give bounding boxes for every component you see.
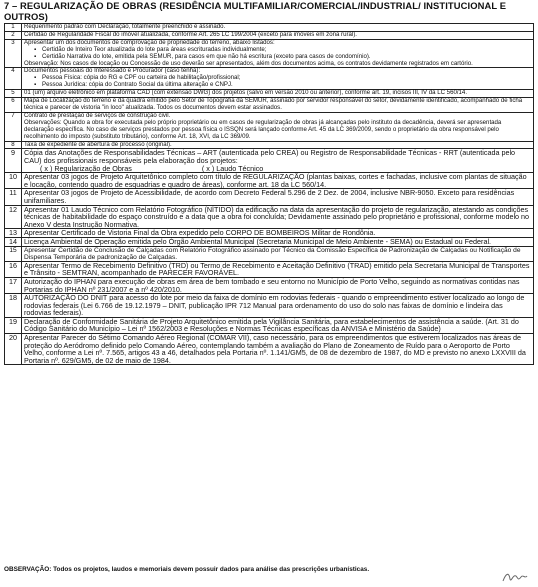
item-number: 6 [5,98,22,113]
table-row [5,317,534,333]
table-row [5,112,534,141]
requirements-table [4,23,534,365]
table-row [5,277,534,293]
page-title: 7 – REGULARIZAÇÃO DE OBRAS (RESIDÊNCIA MULTIFAMILIAR/COMERCIAL/INDUSTRIAL/ INSTITUCIONAL E OUTROS) [4,0,507,22]
table-row [5,246,534,261]
item-line: Apresentar Certificado de Vistoria Final da Obra expedido pelo CORPO DE BOMBEIROS Militar de Rondônia. [24,228,376,238]
item-number: 7 [5,112,22,141]
item-text [22,261,534,277]
item-line: Apresentar 03 jogos de Projeto de Acessibilidade, de acordo com Decreto Federal 5.296 de 2 Dez. de 2004, inclusive NBR-9050. Exceto para residências unifamiliares. [24,188,515,205]
item-line: 01 (um) arquivo eletrônico em plataforma CAD (com extensão DWG) dos projetos (salvo em versão 2010 ou anterior), conforme art. 19, incisos III, IV da LC 560/14. [24,89,468,97]
item-line: Documentos pessoais do Interessado e Procurador (caso tenha): [24,67,201,75]
item-text [22,205,534,229]
item-line: Requerimento padrão com Declaração, totalmente preenchido e assinado. [24,23,226,30]
item-text [22,98,534,113]
item-text [22,149,534,173]
table-row [5,237,534,246]
item-line: Autorização do IPHAN para execução de obras em área de bem tombado e seu entorno no Município de Porto Velho, seguindo as normativas contidas nas Portarias do IPHAN nº 231/2007 e a nº 420/2010. [24,276,520,294]
table-row [5,68,534,90]
checkbox-option: ( x ) Laudo Técnico [201,163,264,173]
item-number: 9 [5,149,22,173]
item-bullet: ▪ Certidão de Inteiro Teor atualizada do lote para áreas escrituradas individualmente; [24,47,531,54]
item-number: 13 [5,229,22,238]
item-line: Contrato de prestação de serviços de construção civil. [24,111,171,119]
item-text [22,189,534,205]
item-text [22,294,534,318]
signature-mark [500,570,530,584]
table-row [5,173,534,189]
item-number: 14 [5,237,22,246]
item-number: 15 [5,246,22,261]
item-number: 11 [5,189,22,205]
item-line: Apresentar Termo de Recebimento Definitivo (TRD) ou Termo de Recebimento e Aceitação Definitivo (TRAD) emitido pela Secretaria Municipal de Transportes e Trânsito - SEMTRAN, acompanhado de PARECER FAVORÁVEL. [24,260,530,278]
item-number: 3 [5,39,22,68]
item-number: 10 [5,173,22,189]
table-row [5,334,534,365]
item-text [22,334,534,365]
item-line: Certidão de Regularidade Fiscal do imóvel atualizada, conforme Art. 265 LC 199/2004 (exceto para imóveis em zona rural). [24,30,357,38]
item-line: Licença Ambiental de Operação emitida pelo Órgão Ambiental Municipal (Secretaria Municipal de Meio Ambiente - SEMA) ou Estadual ou Federal. [24,236,492,246]
footer-note: OBSERVAÇÃO: Todos os projetos, laudos e memoriais devem possuir dados para análise das prescrições urbanísticas. [4,566,370,573]
item-line: Cópia das Anotações de Responsabilidades Técnicas – ART (autenticada pelo CREA) ou Registro de Responsabilidade Técnicas - RRT (autenticada pelo CAU) dos profissionais responsáveis pela elaboração dos projetos: [24,148,516,165]
item-text [22,39,534,68]
item-line: Observações: Quando a obra for executada pelo próprio proprietário ou em casos de regularização de obras já alcançadas pelo instituto da decadência, deverá ser apresentada declaração específica. No caso de serviços prestados por pessoa física o ISSQN será lançado conforme Art. 45 da LC 369/2009, sendo o proprietário da obra responsável pelo recolhimento do imposto (substituto tributário), conforme Art. 18, XVI, da LC 369/09. [24,118,502,140]
item-text [22,246,534,261]
item-text [22,173,534,189]
item-line: Apresentar 03 jogos de Projeto Arquitetônico completo com título de REGULARIZAÇÃO (plantas baixas, cortes e fachadas, inclusive com plantas de situação e locação, contendo quadro de esquadrias e quadro de áreas), conforme art. 18 da LC 560/14. [24,172,527,189]
checkbox-option: ( x ) Regularização de Obras [40,163,132,173]
item-text [22,317,534,333]
item-bullet: ▪ Pessoa Física: cópia do RG e CPF ou carteira de habilitação/profissional; [24,75,531,82]
table-row [5,294,534,318]
checkbox-group [24,165,531,173]
item-number: 8 [5,141,22,149]
requirements-rows [5,24,534,365]
item-number: 4 [5,68,22,90]
item-number: 12 [5,205,22,229]
item-note: Observação: Nos casos de locação ou Concessão de uso deverão ser apresentados, além dos documentos acima, os contratos devidamente registrados em cartório. [24,59,473,67]
item-line: Apresentar Parecer do Sétimo Comando Aéreo Regional (COMAR VII), caso necessário, para os empreendimentos que estiverem localizados nas áreas de proteção do Aeródromo definido pelo Comando Aéreo, contemplando também a avaliação do Plano de Zoneamento de Ruído para o Aeroporto de Porto Velho, conforme a Lei nº. 7.565, artigos 43 a 46, detalhados pela Portaria nº. 1.141/GM5, de 08 de dezembro de 1987, do MD e previsto no anexo LXXVIII da Portaria nº. 629/GM5, de 02 de maio de 1984. [24,333,526,365]
table-row [5,189,534,205]
table-row [5,149,534,173]
item-number: 2 [5,31,22,39]
table-row [5,39,534,68]
item-bullet: ▪ Certidão Narrativa do lote, emitida pela SEMUR, para casos em que não há escritura (exceto para casos de condomínio). [24,54,531,61]
item-line: Apresentar 01 Laudo Técnico com Relatório Fotográfico (NÍTIDO) da edificação na data da apresentação do projeto de regularização, atestando as condições técnicas de habitabilidade do espaço construído e a data que a obra foi concluída; Devidamente assinado pelo proprietário e profissional, conforme modelo no Anexo V desta Instrução Normativa. [24,204,530,229]
item-number: 17 [5,277,22,293]
item-bullet: ▪ Pessoa Jurídica: cópia do Contrato Social da última alteração e CNPJ. [24,82,531,89]
table-row [5,205,534,229]
table-row [5,98,534,113]
item-text [22,237,534,246]
item-line: Taxa de expediente de abertura de processo (original). [24,140,172,148]
item-text [22,112,534,141]
item-line: AUTORIZAÇÃO DO DNIT para acesso do lote por meio da faixa de domínio em rodovias federais - quando o empreendimento estiver localizado ao longo de rodovias federais (Lei 6.766 de 19.12.1979 – DNIT, publicação IPR 712 Manual para ordenamento do uso do solo nas faixas de domínio e lindeira das rodovias federais). [24,293,525,318]
item-line: Mapa de Localização do terreno e da quadra emitido pelo Setor de Topografia da SEMUR, assinado por servidor responsável do setor, devidamente identificado, acompanhado de ficha técnica e parecer de vistoria "in loco" atualizada. Todos os documentos devem estar assinados. [24,97,523,111]
item-text [22,277,534,293]
table-row [5,261,534,277]
item-line: Apresentar um dos documentos de comprovação de propriedade do terreno, abaixo listados: [24,38,275,46]
item-number: 18 [5,294,22,318]
item-line: Apresentar Certidão de Conclusão de Calçadas com Relatório Fotográfico assinado por Técnico da Comissão Específica de Padronização de Calçadas ou Notificação de Dispensa Temporária de padronização de Calçadas. [24,246,521,261]
item-number: 19 [5,317,22,333]
item-number: 5 [5,90,22,98]
item-number: 16 [5,261,22,277]
item-number: 20 [5,334,22,365]
item-text [22,68,534,90]
item-line: Declaração de Conformidade Sanitária de Projeto Arquitetônico emitida pela Vigilância Sanitária, para estabelecimentos de assistência a saúde. (Art. 31 do Código Sanitário do Município – Lei nº 1562/2003 e Resoluções e Normas Técnicas específicas da ANVISA e Ministério da Saúde) [24,316,519,334]
item-number: 1 [5,24,22,32]
